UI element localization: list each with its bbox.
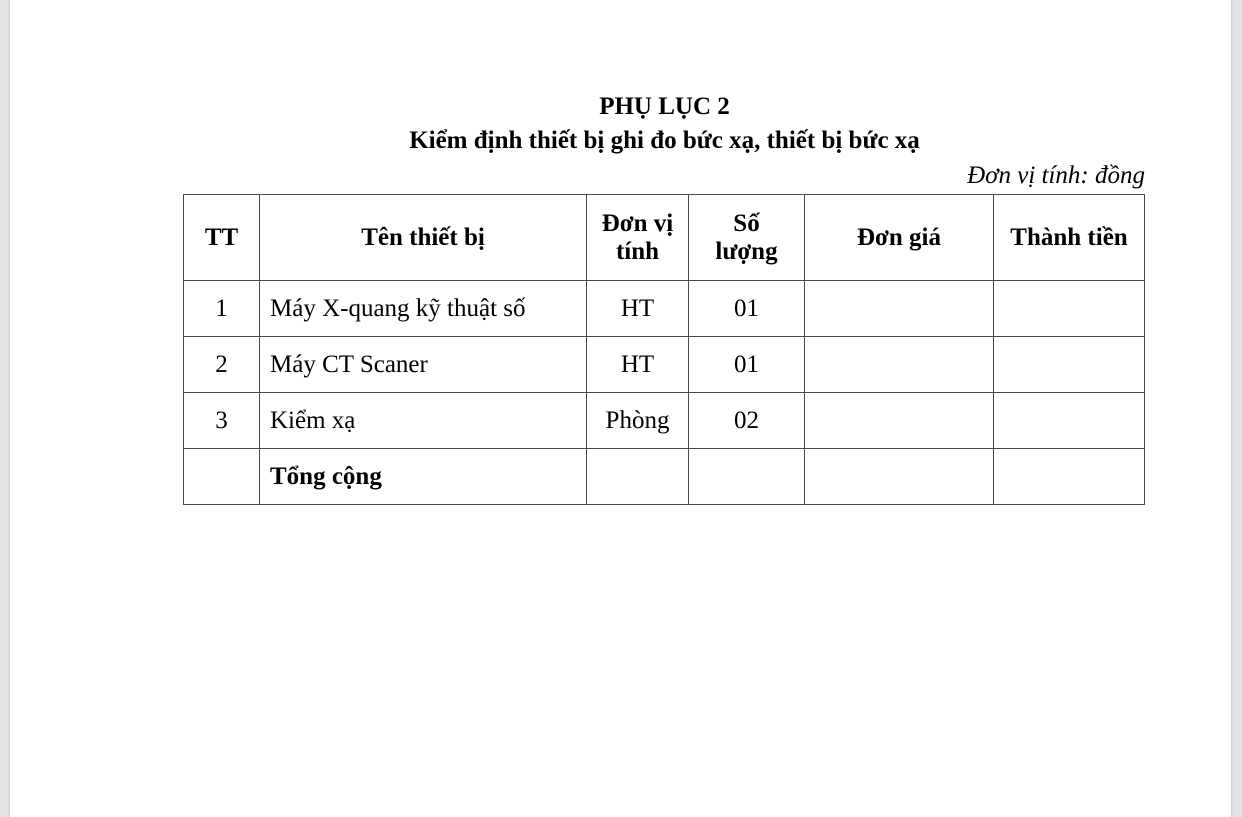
header-device-name: Tên thiết bị	[260, 195, 587, 281]
header-quantity-line2: lượng	[715, 237, 778, 265]
header-unit	[587, 195, 689, 281]
cell-unit-price	[805, 337, 994, 393]
cell-quantity: 01	[689, 281, 805, 337]
cell-device-name: Máy X-quang kỹ thuật số	[260, 281, 587, 337]
header-quantity	[689, 195, 805, 281]
total-label: Tổng cộng	[260, 449, 587, 505]
cell-unit-price	[805, 281, 994, 337]
table-row	[184, 281, 1145, 337]
cell-unit: HT	[587, 337, 689, 393]
total-cell-unit-price	[805, 449, 994, 505]
cell-unit: HT	[587, 281, 689, 337]
document-page	[10, 0, 1231, 817]
currency-unit-note: Đơn vị tính: đồng	[967, 162, 1145, 189]
total-cell-quantity	[689, 449, 805, 505]
header-amount: Thành tiền	[994, 195, 1145, 281]
total-cell-tt	[184, 449, 260, 505]
appendix-title: PHỤ LỤC 2	[599, 93, 730, 120]
cell-tt: 1	[184, 281, 260, 337]
total-cell-unit	[587, 449, 689, 505]
cell-amount	[994, 393, 1145, 449]
header-tt: TT	[184, 195, 260, 281]
table-header-row	[184, 195, 1145, 281]
cell-quantity: 02	[689, 393, 805, 449]
cell-tt: 2	[184, 337, 260, 393]
table-row	[184, 337, 1145, 393]
cell-device-name: Máy CT Scaner	[260, 337, 587, 393]
cell-amount	[994, 281, 1145, 337]
header-unit-line1: Đơn vị	[601, 209, 674, 237]
cell-device-name: Kiểm xạ	[260, 393, 587, 449]
header-unit-price: Đơn giá	[805, 195, 994, 281]
cell-unit: Phòng	[587, 393, 689, 449]
header-unit-line2: tính	[615, 237, 660, 265]
header-quantity-line1: Số	[733, 209, 760, 237]
table-total-row	[184, 449, 1145, 505]
cell-amount	[994, 337, 1145, 393]
equipment-table	[183, 194, 1145, 505]
total-cell-amount	[994, 449, 1145, 505]
table-row	[184, 393, 1145, 449]
document-subtitle: Kiểm định thiết bị ghi đo bức xạ, thiết bị bức xạ	[409, 127, 920, 154]
cell-tt: 3	[184, 393, 260, 449]
cell-quantity: 01	[689, 337, 805, 393]
cell-unit-price	[805, 393, 994, 449]
